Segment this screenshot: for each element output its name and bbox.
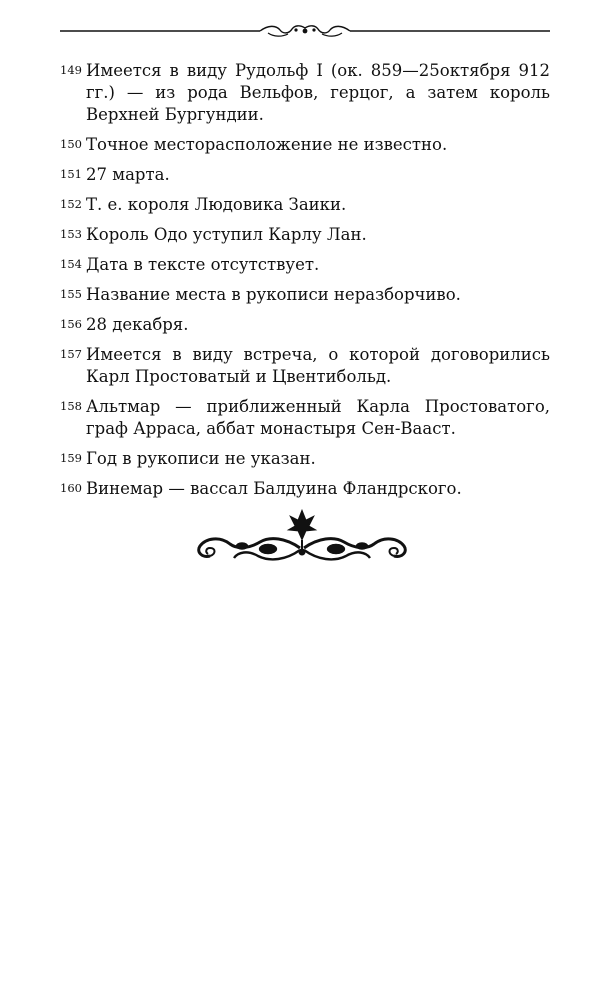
footnote-list (60, 60, 550, 508)
footnote-text: Точное месторасположение не известно. (86, 135, 448, 154)
footnote-number: 155 (60, 287, 82, 301)
footnote-item (60, 396, 550, 440)
footnote-number: 158 (60, 399, 82, 413)
header-ornament-icon (60, 24, 550, 38)
footnote-text: Альтмар — приближенный Карла Простоватого, граф Арраса, аббат монастыря Сен-Вааст. (86, 397, 550, 438)
footnote-number: 150 (60, 137, 82, 151)
footnote-item (60, 314, 550, 336)
footnote-item (60, 254, 550, 276)
footnote-item (60, 284, 550, 306)
footnote-item (60, 478, 550, 500)
footnote-text: Дата в тексте отсутствует. (86, 255, 320, 274)
footnote-number: 151 (60, 167, 82, 181)
footnote-number: 156 (60, 317, 82, 331)
footnote-item (60, 194, 550, 216)
footnote-text: Название места в рукописи неразборчиво. (86, 285, 461, 304)
footnote-item (60, 164, 550, 186)
footnote-text: Винемар — вассал Балдуина Фландрского. (86, 479, 462, 498)
footnote-text: Т. е. короля Людовика Заики. (86, 195, 347, 214)
footnote-number: 152 (60, 197, 82, 211)
footnote-text: Имеется в виду встреча, о которой договорились Карл Простоватый и Цвентибольд. (86, 345, 550, 386)
footnote-text: Имеется в виду Рудольф I (ок. 859—25октября 912 гг.) — из рода Вельфов, герцог, а затем король Верхней Бургундии. (86, 61, 550, 124)
vignette-ornament-icon (190, 506, 414, 566)
footnote-text: 28 декабря. (86, 315, 189, 334)
footnote-number: 149 (60, 63, 82, 77)
footnote-text: Король Одо уступил Карлу Лан. (86, 225, 367, 244)
footnote-item (60, 344, 550, 388)
footnote-item (60, 134, 550, 156)
footnote-item (60, 60, 550, 126)
footnote-number: 154 (60, 257, 82, 271)
footnote-text: 27 марта. (86, 165, 170, 184)
footnote-number: 160 (60, 481, 82, 495)
footnote-number: 157 (60, 347, 82, 361)
footnote-text: Год в рукописи не указан. (86, 449, 316, 468)
footnote-number: 159 (60, 451, 82, 465)
footnote-item (60, 448, 550, 470)
footnote-number: 153 (60, 227, 82, 241)
footnote-item (60, 224, 550, 246)
